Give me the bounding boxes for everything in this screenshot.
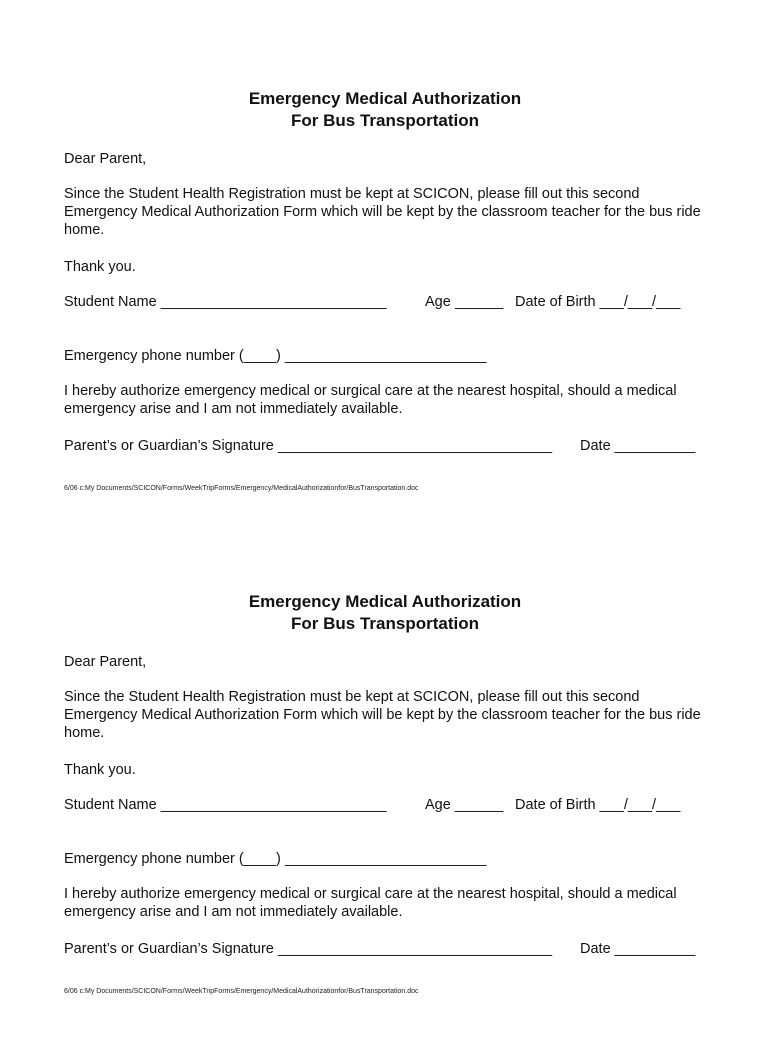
form-copy-top [0, 88, 770, 548]
emergency-phone-field[interactable]: Emergency phone number (____) _________________________ [64, 851, 487, 867]
date-field[interactable]: Date __________ [580, 941, 696, 957]
authorization-paragraph: I hereby authorize emergency medical or surgical care at the nearest hospital, should a medical emergency arise and I am not immediately available. [64, 383, 677, 417]
form-copy-bottom [0, 591, 770, 1051]
form-title-line2: For Bus Transportation [291, 111, 479, 130]
greeting: Dear Parent, [64, 151, 147, 167]
student-name-field[interactable]: Student Name ____________________________ [64, 797, 387, 813]
date-field[interactable]: Date __________ [580, 438, 696, 454]
age-field[interactable]: Age ______ [425, 294, 504, 310]
thanks-text: Thank you. [64, 259, 136, 275]
intro-paragraph: Since the Student Health Registration must be kept at SCICON, please fill out this second Emergency Medical Authorization Form which will be kept by the classroom teacher for the bus ride home. [64, 689, 701, 741]
emergency-phone-field[interactable]: Emergency phone number (____) _________________________ [64, 348, 487, 364]
student-name-field[interactable]: Student Name ____________________________ [64, 294, 387, 310]
signature-field[interactable]: Parent’s or Guardian’s Signature __________________________________ [64, 941, 553, 957]
signature-field[interactable]: Parent’s or Guardian’s Signature __________________________________ [64, 438, 553, 454]
intro-paragraph: Since the Student Health Registration must be kept at SCICON, please fill out this second Emergency Medical Authorization Form which will be kept by the classroom teacher for the bus ride home. [64, 186, 701, 238]
greeting: Dear Parent, [64, 654, 147, 670]
age-field[interactable]: Age ______ [425, 797, 504, 813]
thanks-text: Thank you. [64, 762, 136, 778]
date-of-birth-field[interactable]: Date of Birth ___/___/___ [515, 294, 681, 310]
date-of-birth-field[interactable]: Date of Birth ___/___/___ [515, 797, 681, 813]
document-footer: 6/06 c:My Documents/SCICON/Forms/WeekTripForms/Emergency/MedicalAuthorizationfor/BusTransportation.doc [64, 988, 419, 995]
document-footer: 6/06 c:My Documents/SCICON/Forms/WeekTripForms/Emergency/MedicalAuthorizationfor/BusTransportation.doc [64, 485, 419, 492]
form-title-line2: For Bus Transportation [291, 614, 479, 633]
authorization-paragraph: I hereby authorize emergency medical or surgical care at the nearest hospital, should a medical emergency arise and I am not immediately available. [64, 886, 677, 920]
form-title-line1: Emergency Medical Authorization [248, 89, 522, 108]
form-title-line1: Emergency Medical Authorization [248, 592, 522, 611]
